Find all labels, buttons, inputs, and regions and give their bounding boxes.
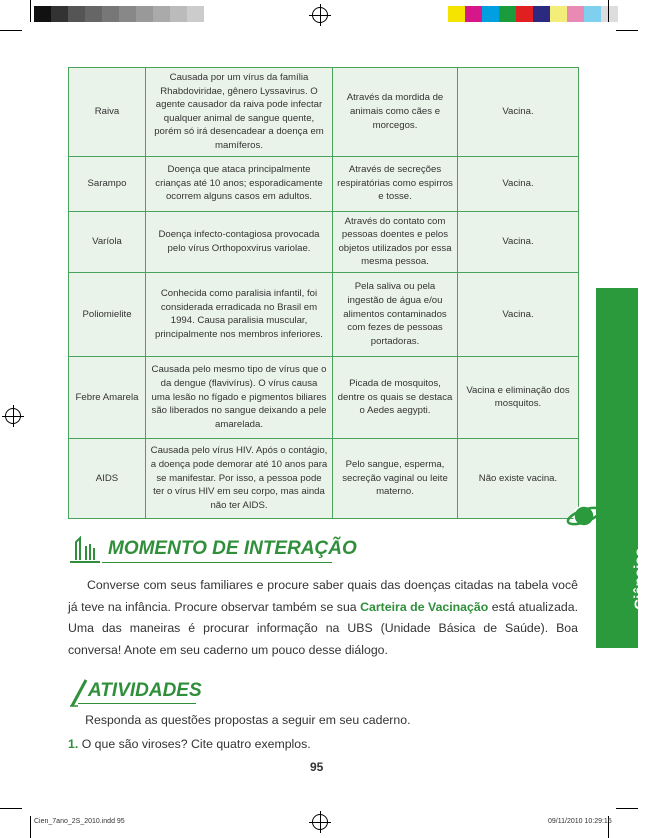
cell-prevention: Vacina e eliminação dos mosquitos. xyxy=(458,356,579,438)
cell-disease: Sarampo xyxy=(69,156,146,211)
interaction-title: MOMENTO DE INTERAÇÃO xyxy=(108,538,357,559)
footer-file: Cien_7ano_2S_2010.indd 95 xyxy=(34,818,125,825)
cell-description: Conhecida como paralisia infantil, foi considerada erradicada no Brasil em 1994. Causa paralisia muscular, principalmente nos membros inferiores. xyxy=(146,272,333,356)
cell-transmission: Picada de mosquitos, dentre os quais se destaca o Aedes aegypti. xyxy=(333,356,458,438)
footer-date: 09/11/2010 10:29:15 xyxy=(548,818,612,825)
crop-mark xyxy=(616,808,638,809)
crop-mark xyxy=(30,816,31,838)
interaction-icon xyxy=(68,536,102,564)
color-bar xyxy=(448,6,618,22)
activities-intro xyxy=(68,710,578,732)
vaccination-card-highlight: Carteira de Vacinação xyxy=(360,599,489,614)
disease-table xyxy=(68,67,579,519)
cell-prevention: Não existe vacina. xyxy=(458,438,579,518)
table-row xyxy=(69,211,579,272)
registration-mark-left xyxy=(5,408,21,424)
cell-description: Doença infecto-contagiosa provocada pelo vírus Orthopoxvirus variolae. xyxy=(146,211,333,272)
cell-transmission: Através de secreções respiratórias como espirros e tosse. xyxy=(333,156,458,211)
question-1 xyxy=(68,734,578,756)
question-number: 1. xyxy=(68,737,79,751)
cell-description: Causada pelo vírus HIV. Após o contágio, a doença pode demorar até 10 anos para se manifestar. Por isso, a pessoa pode ter o vírus HIV em seu corpo, mas ainda não ter AIDS. xyxy=(146,438,333,518)
cell-transmission: Através do contato com pessoas doentes e pelos objetos utilizados por essa mesma pessoa. xyxy=(333,211,458,272)
interaction-text-1: Converse com seus familiares e procure saber quais das doenças citadas na tabela você já teve na infância. Procure observar também se sua xyxy=(68,578,578,614)
cell-prevention: Vacina. xyxy=(458,272,579,356)
cell-disease: Varíola xyxy=(69,211,146,272)
cell-transmission: Pelo sangue, esperma, secreção vaginal ou leite materno. xyxy=(333,438,458,518)
cell-prevention: Vacina. xyxy=(458,156,579,211)
planet-icon xyxy=(566,500,602,532)
grayscale-bar xyxy=(34,6,204,22)
crop-mark xyxy=(0,30,22,31)
activities-underline xyxy=(78,703,196,704)
interaction-text-2: está atualizada. Uma das maneiras é procurar informação na UBS (Unidade Básica de Saúde). Boa conversa! Anote em seu caderno um pouco desse diálogo. xyxy=(68,599,578,657)
cell-description: Causada pelo mesmo tipo de vírus que o da dengue (flavivírus). O vírus causa uma lesão no fígado e pigmentos biliares são liberados no sangue deixando a pele amarelada. xyxy=(146,356,333,438)
cell-description: Causada por um vírus da família Rhabdoviridae, gênero Lyssavirus. O agente causador da raiva pode infectar qualquer animal de sangue quente, porém só irá desencadear a doença em mamíferos. xyxy=(146,68,333,157)
cell-prevention: Vacina. xyxy=(458,68,579,157)
cell-transmission: Pela saliva ou pela ingestão de água e/ou alimentos contaminados com fezes de pessoas portadoras. xyxy=(333,272,458,356)
cell-prevention: Vacina. xyxy=(458,211,579,272)
activities-intro-text: Responda as questões propostas a seguir em seu caderno. xyxy=(85,713,411,727)
cell-disease: Raiva xyxy=(69,68,146,157)
question-text: O que são viroses? Cite quatro exemplos. xyxy=(81,737,311,751)
interaction-underline xyxy=(102,562,332,563)
table-row xyxy=(69,356,579,438)
registration-mark-top xyxy=(312,7,328,23)
registration-mark-bottom xyxy=(312,814,328,830)
crop-mark xyxy=(608,0,609,22)
cell-disease: AIDS xyxy=(69,438,146,518)
table-row xyxy=(69,68,579,157)
crop-mark xyxy=(0,808,22,809)
crop-mark xyxy=(616,30,638,31)
cell-transmission: Através da mordida de animais como cães e morcegos. xyxy=(333,68,458,157)
crop-mark xyxy=(30,0,31,22)
cell-disease: Poliomielite xyxy=(69,272,146,356)
side-tab-label: Ciências xyxy=(632,548,649,610)
interaction-text xyxy=(68,575,578,661)
table-row xyxy=(69,438,579,518)
cell-disease: Febre Amarela xyxy=(69,356,146,438)
table-row xyxy=(69,156,579,211)
cell-description: Doença que ataca principalmente crianças até 10 anos; esporadicamente ocorrem alguns casos em adultos. xyxy=(146,156,333,211)
table-row xyxy=(69,272,579,356)
page-number: 95 xyxy=(310,760,324,774)
activities-title: ATIVIDADES xyxy=(88,680,202,701)
